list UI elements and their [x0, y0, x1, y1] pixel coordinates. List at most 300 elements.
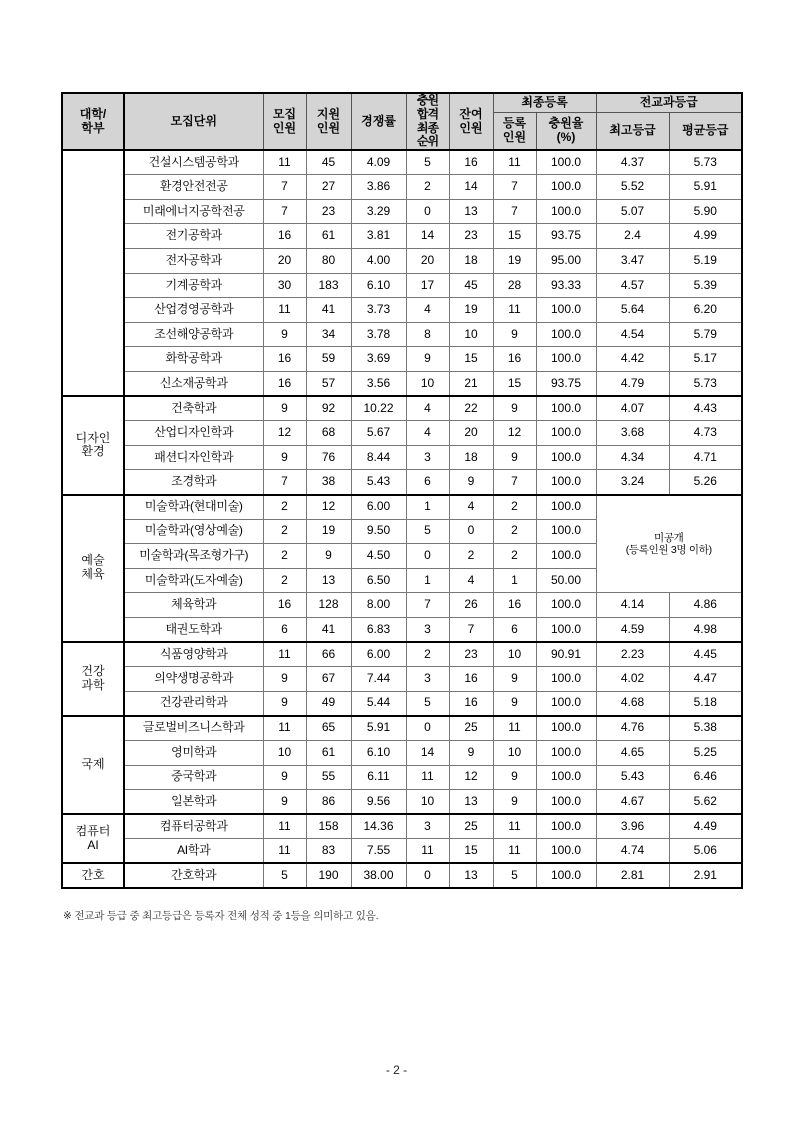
cell-remaining: 23 — [449, 642, 493, 667]
table-row — [62, 470, 742, 495]
cell-registered: 19 — [493, 249, 536, 274]
table-row — [62, 224, 742, 249]
cell-registered: 1 — [493, 568, 536, 593]
cell-registered: 9 — [493, 691, 536, 716]
table-row — [62, 617, 742, 642]
cell-competition-ratio: 6.50 — [351, 568, 406, 593]
header-group-line1: 대학/ — [79, 106, 107, 121]
cell-applicants: 158 — [306, 814, 351, 839]
cell-best-grade: 3.24 — [596, 470, 669, 495]
column-header-grade-group: 전교과등급 — [596, 93, 742, 113]
cell-applicants: 13 — [306, 568, 351, 593]
cell-registered: 9 — [493, 667, 536, 692]
cell-applicants: 38 — [306, 470, 351, 495]
cell-competition-ratio: 5.44 — [351, 691, 406, 716]
cell-registered: 9 — [493, 322, 536, 347]
cell-registered: 9 — [493, 790, 536, 815]
cell-applicants: 41 — [306, 617, 351, 642]
cell-fill-rate: 100.0 — [536, 396, 596, 421]
cell-quota: 2 — [263, 519, 306, 544]
cell-average-grade: 4.49 — [669, 814, 742, 839]
cell-best-grade: 4.14 — [596, 593, 669, 618]
cell-recruit-unit: 전자공학과 — [124, 249, 263, 274]
cell-average-grade: 6.46 — [669, 765, 742, 790]
page-number: - 2 - — [385, 1063, 408, 1077]
cell-waitlist-final-rank: 5 — [406, 691, 449, 716]
cell-fill-rate: 100.0 — [536, 716, 596, 741]
cell-waitlist-final-rank: 11 — [406, 765, 449, 790]
column-header-best-grade: 최고등급 — [596, 113, 669, 150]
cell-registered: 12 — [493, 421, 536, 446]
cell-quota: 9 — [263, 322, 306, 347]
cell-quota: 9 — [263, 765, 306, 790]
cell-quota: 2 — [263, 568, 306, 593]
cell-applicants: 68 — [306, 421, 351, 446]
cell-average-grade: 5.19 — [669, 249, 742, 274]
cell-average-grade: 4.71 — [669, 445, 742, 470]
header-remaining-line1: 잔여 — [459, 106, 483, 121]
cell-fill-rate: 100.0 — [536, 617, 596, 642]
cell-fill-rate: 100.0 — [536, 544, 596, 569]
cell-quota: 9 — [263, 691, 306, 716]
cell-applicants: 83 — [306, 839, 351, 864]
cell-recruit-unit: 의약생명공학과 — [124, 667, 263, 692]
cell-recruit-unit: 미술학과(목조형가구) — [124, 544, 263, 569]
cell-registered: 7 — [493, 470, 536, 495]
cell-recruit-unit: 산업경영공학과 — [124, 298, 263, 323]
college-group-label-line2: 체육 — [81, 567, 105, 582]
cell-best-grade: 2.81 — [596, 863, 669, 888]
cell-recruit-unit: 미술학과(영상예술) — [124, 519, 263, 544]
table-row — [62, 445, 742, 470]
table-body — [62, 150, 742, 888]
cell-remaining: 25 — [449, 814, 493, 839]
cell-remaining: 13 — [449, 863, 493, 888]
cell-registered: 6 — [493, 617, 536, 642]
cell-competition-ratio: 5.91 — [351, 716, 406, 741]
cell-applicants: 45 — [306, 150, 351, 175]
cell-registered: 11 — [493, 150, 536, 175]
header-waitlist-line3: 최종 — [416, 120, 439, 135]
table-row — [62, 691, 742, 716]
college-group-cell — [62, 716, 124, 814]
cell-fill-rate: 100.0 — [536, 519, 596, 544]
college-group-cell — [62, 495, 124, 643]
cell-best-grade: 4.37 — [596, 150, 669, 175]
table-row — [62, 593, 742, 618]
cell-recruit-unit: 미술학과(현대미술) — [124, 495, 263, 520]
cell-average-grade: 4.73 — [669, 421, 742, 446]
cell-average-grade: 5.26 — [669, 470, 742, 495]
cell-applicants: 67 — [306, 667, 351, 692]
cell-remaining: 12 — [449, 765, 493, 790]
cell-quota: 11 — [263, 814, 306, 839]
cell-remaining: 7 — [449, 617, 493, 642]
cell-fill-rate: 100.0 — [536, 298, 596, 323]
college-group-label-line1: 간호 — [81, 867, 105, 882]
cell-recruit-unit: 영미학과 — [124, 740, 263, 765]
cell-waitlist-final-rank: 0 — [406, 716, 449, 741]
column-header-waitlist-final-rank — [406, 93, 449, 150]
cell-fill-rate: 100.0 — [536, 863, 596, 888]
college-group-cell — [62, 642, 124, 716]
cell-average-grade: 6.20 — [669, 298, 742, 323]
cell-waitlist-final-rank: 0 — [406, 863, 449, 888]
table-row — [62, 863, 742, 888]
cell-competition-ratio: 4.09 — [351, 150, 406, 175]
cell-best-grade: 4.65 — [596, 740, 669, 765]
college-group-label-line1: 국제 — [81, 757, 105, 772]
cell-recruit-unit: 식품영양학과 — [124, 642, 263, 667]
header-applicants-line1: 지원 — [316, 106, 341, 121]
cell-average-grade: 5.17 — [669, 347, 742, 372]
cell-remaining: 4 — [449, 495, 493, 520]
cell-quota: 11 — [263, 298, 306, 323]
cell-best-grade: 4.07 — [596, 396, 669, 421]
header-waitlist-line2: 합격 — [416, 106, 439, 121]
cell-waitlist-final-rank: 11 — [406, 839, 449, 864]
column-header-fill-rate — [536, 113, 596, 150]
cell-quota: 11 — [263, 716, 306, 741]
table-row — [62, 421, 742, 446]
cell-waitlist-final-rank: 2 — [406, 642, 449, 667]
cell-applicants: 86 — [306, 790, 351, 815]
cell-remaining: 15 — [449, 347, 493, 372]
cell-fill-rate: 100.0 — [536, 322, 596, 347]
cell-waitlist-final-rank: 4 — [406, 298, 449, 323]
cell-waitlist-final-rank: 1 — [406, 568, 449, 593]
cell-remaining: 22 — [449, 396, 493, 421]
header-quota-line2: 인원 — [272, 120, 297, 135]
header-waitlist-line4: 순위 — [416, 134, 439, 149]
cell-recruit-unit: 신소재공학과 — [124, 372, 263, 397]
college-group-cell — [62, 150, 124, 396]
cell-average-grade: 5.79 — [669, 322, 742, 347]
table-row — [62, 839, 742, 864]
cell-fill-rate: 93.33 — [536, 273, 596, 298]
cell-waitlist-final-rank: 10 — [406, 790, 449, 815]
cell-registered: 9 — [493, 396, 536, 421]
header-quota-line1: 모집 — [272, 106, 297, 121]
cell-competition-ratio: 4.50 — [351, 544, 406, 569]
cell-remaining: 18 — [449, 445, 493, 470]
cell-waitlist-final-rank: 0 — [406, 544, 449, 569]
cell-applicants: 41 — [306, 298, 351, 323]
cell-average-grade: 4.43 — [669, 396, 742, 421]
cell-best-grade: 5.52 — [596, 175, 669, 200]
cell-fill-rate: 93.75 — [536, 372, 596, 397]
column-header-applicants — [306, 93, 351, 150]
cell-applicants: 23 — [306, 199, 351, 224]
cell-applicants: 59 — [306, 347, 351, 372]
cell-waitlist-final-rank: 2 — [406, 175, 449, 200]
cell-competition-ratio: 6.10 — [351, 273, 406, 298]
cell-waitlist-final-rank: 3 — [406, 617, 449, 642]
cell-recruit-unit: 화학공학과 — [124, 347, 263, 372]
header-applicants-line2: 인원 — [316, 120, 341, 135]
cell-recruit-unit: 조선해양공학과 — [124, 322, 263, 347]
cell-remaining: 23 — [449, 224, 493, 249]
cell-competition-ratio: 8.44 — [351, 445, 406, 470]
cell-best-grade: 4.67 — [596, 790, 669, 815]
header-fill-rate-line1: 충원율 — [548, 116, 584, 131]
cell-fill-rate: 95.00 — [536, 249, 596, 274]
cell-waitlist-final-rank: 20 — [406, 249, 449, 274]
header-remaining-line2: 인원 — [459, 120, 483, 135]
cell-remaining: 13 — [449, 790, 493, 815]
header-waitlist-line1: 충원 — [416, 93, 439, 107]
cell-applicants: 65 — [306, 716, 351, 741]
cell-fill-rate: 100.0 — [536, 175, 596, 200]
cell-recruit-unit: 체육학과 — [124, 593, 263, 618]
cell-registered: 11 — [493, 716, 536, 741]
cell-registered: 11 — [493, 298, 536, 323]
cell-waitlist-final-rank: 4 — [406, 421, 449, 446]
cell-registered: 2 — [493, 495, 536, 520]
cell-applicants: 61 — [306, 224, 351, 249]
cell-remaining: 19 — [449, 298, 493, 323]
cell-competition-ratio: 9.50 — [351, 519, 406, 544]
cell-average-grade: 5.90 — [669, 199, 742, 224]
cell-recruit-unit: 건설시스템공학과 — [124, 150, 263, 175]
cell-average-grade: 4.45 — [669, 642, 742, 667]
cell-recruit-unit: 중국학과 — [124, 765, 263, 790]
table-row — [62, 790, 742, 815]
cell-best-grade: 5.64 — [596, 298, 669, 323]
cell-registered: 28 — [493, 273, 536, 298]
cell-average-grade: 5.06 — [669, 839, 742, 864]
cell-waitlist-final-rank: 1 — [406, 495, 449, 520]
college-group-label-line1: 컴퓨터 — [75, 824, 111, 839]
cell-remaining: 16 — [449, 150, 493, 175]
cell-applicants: 9 — [306, 544, 351, 569]
table-row — [62, 298, 742, 323]
column-header-registered — [493, 113, 536, 150]
cell-applicants: 61 — [306, 740, 351, 765]
cell-fill-rate: 100.0 — [536, 347, 596, 372]
table-header — [62, 93, 742, 150]
cell-average-grade: 2.91 — [669, 863, 742, 888]
cell-best-grade: 3.47 — [596, 249, 669, 274]
cell-competition-ratio: 6.00 — [351, 495, 406, 520]
cell-registered: 9 — [493, 765, 536, 790]
table-row — [62, 716, 742, 741]
cell-recruit-unit: 일본학과 — [124, 790, 263, 815]
cell-average-grade: 4.99 — [669, 224, 742, 249]
cell-quota: 30 — [263, 273, 306, 298]
cell-remaining: 14 — [449, 175, 493, 200]
cell-remaining: 16 — [449, 667, 493, 692]
college-group-label-line2: 환경 — [81, 444, 105, 459]
cell-registered: 10 — [493, 740, 536, 765]
cell-waitlist-final-rank: 17 — [406, 273, 449, 298]
cell-quota: 16 — [263, 372, 306, 397]
cell-competition-ratio: 3.69 — [351, 347, 406, 372]
table-row — [62, 372, 742, 397]
admissions-statistics-table-container — [61, 92, 741, 889]
cell-recruit-unit: 패션디자인학과 — [124, 445, 263, 470]
cell-waitlist-final-rank: 5 — [406, 150, 449, 175]
college-group-cell — [62, 396, 124, 494]
cell-recruit-unit: AI학과 — [124, 839, 263, 864]
cell-remaining: 18 — [449, 249, 493, 274]
cell-remaining: 9 — [449, 740, 493, 765]
cell-quota: 9 — [263, 445, 306, 470]
cell-recruit-unit: 간호학과 — [124, 863, 263, 888]
cell-fill-rate: 100.0 — [536, 470, 596, 495]
cell-fill-rate: 100.0 — [536, 593, 596, 618]
cell-fill-rate: 100.0 — [536, 495, 596, 520]
cell-best-grade: 3.96 — [596, 814, 669, 839]
cell-waitlist-final-rank: 3 — [406, 445, 449, 470]
college-group-label-line2: AI — [87, 837, 99, 852]
table-row — [62, 814, 742, 839]
cell-best-grade: 4.34 — [596, 445, 669, 470]
cell-recruit-unit: 환경안전전공 — [124, 175, 263, 200]
table-row — [62, 396, 742, 421]
cell-applicants: 80 — [306, 249, 351, 274]
cell-remaining: 25 — [449, 716, 493, 741]
cell-competition-ratio: 3.29 — [351, 199, 406, 224]
cell-average-grade: 5.73 — [669, 150, 742, 175]
cell-best-grade: 5.07 — [596, 199, 669, 224]
cell-applicants: 57 — [306, 372, 351, 397]
cell-applicants: 19 — [306, 519, 351, 544]
cell-quota: 2 — [263, 495, 306, 520]
college-group-cell — [62, 863, 124, 888]
cell-waitlist-final-rank: 7 — [406, 593, 449, 618]
cell-competition-ratio: 7.44 — [351, 667, 406, 692]
undisclosed-note: (등록인원 3명 이하) — [625, 543, 712, 556]
cell-recruit-unit: 글로벌비즈니스학과 — [124, 716, 263, 741]
cell-quota: 12 — [263, 421, 306, 446]
cell-fill-rate: 100.0 — [536, 790, 596, 815]
cell-average-grade: 5.62 — [669, 790, 742, 815]
header-registered-line1: 등록 — [502, 116, 527, 131]
cell-waitlist-final-rank: 6 — [406, 470, 449, 495]
cell-applicants: 27 — [306, 175, 351, 200]
table-row — [62, 273, 742, 298]
cell-best-grade: 4.02 — [596, 667, 669, 692]
table-row — [62, 322, 742, 347]
cell-fill-rate: 100.0 — [536, 814, 596, 839]
header-row-1 — [62, 93, 742, 113]
cell-registered: 15 — [493, 224, 536, 249]
cell-waitlist-final-rank: 3 — [406, 667, 449, 692]
cell-competition-ratio: 9.56 — [351, 790, 406, 815]
college-group-label-line2: 과학 — [81, 677, 105, 692]
cell-competition-ratio: 3.56 — [351, 372, 406, 397]
cell-applicants: 76 — [306, 445, 351, 470]
cell-quota: 16 — [263, 224, 306, 249]
cell-recruit-unit: 태권도학과 — [124, 617, 263, 642]
cell-best-grade: 3.68 — [596, 421, 669, 446]
table-row — [62, 175, 742, 200]
cell-waitlist-final-rank: 5 — [406, 519, 449, 544]
cell-best-grade: 4.54 — [596, 322, 669, 347]
cell-waitlist-final-rank: 3 — [406, 814, 449, 839]
cell-waitlist-final-rank: 10 — [406, 372, 449, 397]
cell-remaining: 2 — [449, 544, 493, 569]
cell-quota: 5 — [263, 863, 306, 888]
cell-best-grade: 4.59 — [596, 617, 669, 642]
cell-best-grade: 2.4 — [596, 224, 669, 249]
cell-quota: 10 — [263, 740, 306, 765]
cell-recruit-unit: 컴퓨터공학과 — [124, 814, 263, 839]
cell-competition-ratio: 7.55 — [351, 839, 406, 864]
cell-quota: 9 — [263, 667, 306, 692]
cell-average-grade: 5.91 — [669, 175, 742, 200]
column-header-group — [62, 93, 124, 150]
undisclosed-label: 미공개 — [653, 531, 684, 544]
cell-remaining: 26 — [449, 593, 493, 618]
cell-average-grade: 5.25 — [669, 740, 742, 765]
cell-remaining: 21 — [449, 372, 493, 397]
column-header-remaining — [449, 93, 493, 150]
cell-applicants: 49 — [306, 691, 351, 716]
cell-applicants: 128 — [306, 593, 351, 618]
cell-registered: 7 — [493, 199, 536, 224]
cell-grades-undisclosed — [596, 495, 742, 593]
cell-waitlist-final-rank: 0 — [406, 199, 449, 224]
cell-fill-rate: 100.0 — [536, 691, 596, 716]
cell-fill-rate: 100.0 — [536, 150, 596, 175]
cell-recruit-unit: 미래에너지공학전공 — [124, 199, 263, 224]
cell-registered: 9 — [493, 445, 536, 470]
cell-average-grade: 5.38 — [669, 716, 742, 741]
cell-remaining: 45 — [449, 273, 493, 298]
cell-recruit-unit: 건축학과 — [124, 396, 263, 421]
cell-best-grade: 4.68 — [596, 691, 669, 716]
cell-competition-ratio: 5.43 — [351, 470, 406, 495]
cell-competition-ratio: 6.83 — [351, 617, 406, 642]
cell-registered: 10 — [493, 642, 536, 667]
cell-fill-rate: 100.0 — [536, 667, 596, 692]
cell-best-grade: 4.42 — [596, 347, 669, 372]
cell-best-grade: 2.23 — [596, 642, 669, 667]
column-header-quota — [263, 93, 306, 150]
cell-competition-ratio: 3.86 — [351, 175, 406, 200]
table-row — [62, 642, 742, 667]
table-footnote: ※ 전교과 등급 중 최고등급은 등록자 전체 성적 중 1등을 의미하고 있음. — [63, 910, 379, 922]
cell-quota: 11 — [263, 642, 306, 667]
header-registered-line2: 인원 — [502, 130, 527, 145]
table-row — [62, 150, 742, 175]
cell-best-grade: 5.43 — [596, 765, 669, 790]
cell-waitlist-final-rank: 14 — [406, 224, 449, 249]
cell-competition-ratio: 3.81 — [351, 224, 406, 249]
cell-waitlist-final-rank: 8 — [406, 322, 449, 347]
cell-quota: 7 — [263, 175, 306, 200]
cell-competition-ratio: 6.10 — [351, 740, 406, 765]
cell-best-grade: 4.76 — [596, 716, 669, 741]
cell-quota: 2 — [263, 544, 306, 569]
cell-applicants: 66 — [306, 642, 351, 667]
table-row — [62, 347, 742, 372]
cell-remaining: 13 — [449, 199, 493, 224]
cell-competition-ratio: 38.00 — [351, 863, 406, 888]
cell-best-grade: 4.74 — [596, 839, 669, 864]
cell-registered: 16 — [493, 593, 536, 618]
cell-fill-rate: 90.91 — [536, 642, 596, 667]
cell-remaining: 16 — [449, 691, 493, 716]
cell-fill-rate: 100.0 — [536, 740, 596, 765]
college-group-cell — [62, 814, 124, 863]
cell-fill-rate: 100.0 — [536, 839, 596, 864]
cell-recruit-unit: 건강관리학과 — [124, 691, 263, 716]
cell-applicants: 92 — [306, 396, 351, 421]
cell-competition-ratio: 3.73 — [351, 298, 406, 323]
